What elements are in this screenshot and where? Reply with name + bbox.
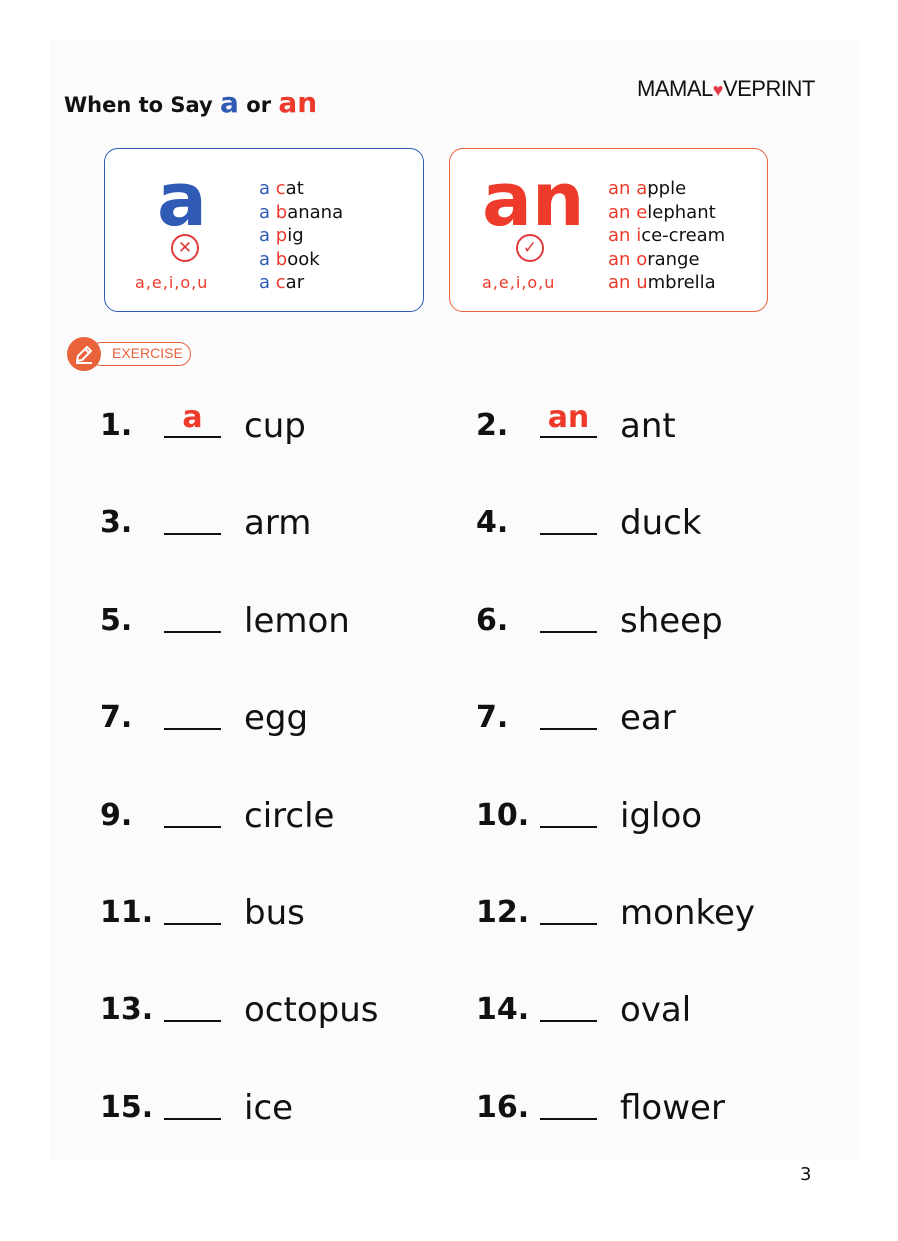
answer-blank[interactable] [540,533,597,535]
answer-blank[interactable] [164,631,221,633]
question-number: 4. [476,505,509,541]
answer-blank[interactable] [164,1020,221,1022]
question-word: duck [620,503,702,544]
question-number: 2. [476,408,509,443]
question-word: ice [244,1087,294,1128]
rule-an-letter: an [482,157,585,243]
question-word: arm [244,503,312,544]
brand-left: MAMAL [637,76,713,101]
question-word: circle [244,795,335,836]
answer-blank[interactable] [164,533,221,535]
question-number: 7. [100,700,133,736]
exercise-label: EXERCISE [112,345,183,361]
rule-a-letter: a [157,157,207,243]
question-number: 7. [476,700,509,736]
title-prefix: When to Say [64,93,213,117]
question-number: 13. [100,992,154,1028]
answer-blank[interactable] [164,728,221,730]
exercise-circle [67,337,101,371]
question-word: lemon [244,600,350,641]
answer-blank[interactable] [540,436,597,438]
rule-an-example: an umbrella [608,272,716,293]
title-an: an [278,86,318,119]
answer-blank[interactable] [540,631,597,633]
check-icon: ✓ [516,234,544,262]
answer-blank[interactable] [164,923,221,925]
cross-icon: ✕ [171,234,199,262]
question-number: 5. [100,602,133,638]
rule-a-example: a book [259,248,320,270]
title-a: a [220,86,239,119]
question-number: 10. [476,797,530,833]
question-word: ear [620,698,676,739]
question-word: igloo [620,795,703,836]
answer-text: a [182,400,203,435]
title-or: or [246,93,272,117]
answer-blank[interactable] [540,1118,597,1120]
heart-icon: ♥ [712,80,723,100]
rule-an-example: an ice-cream [608,225,726,246]
question-word: sheep [620,600,723,641]
question-number: 14. [476,992,530,1028]
rule-an-example: an orange [608,248,700,270]
answer-blank[interactable] [540,826,597,828]
answer-blank[interactable] [540,923,597,925]
question-number: 9. [100,797,133,833]
brand-logo [637,76,815,102]
answer-blank[interactable] [164,826,221,828]
rule-a-example: a car [259,272,305,293]
question-word: octopus [244,990,379,1031]
page-number: 3 [800,1164,812,1185]
brand-right: VEPRINT [722,76,815,101]
exercise-pill [89,342,191,366]
question-number: 12. [476,895,530,930]
answer-blank[interactable] [540,728,597,730]
question-number: 1. [100,408,133,443]
question-word: oval [620,990,692,1031]
question-word: monkey [620,893,755,933]
question-number: 6. [476,602,509,638]
rule-a-example: a pig [259,225,304,246]
rule-box-an [449,148,768,312]
question-number: 15. [100,1089,154,1125]
rule-an-example: an apple [608,178,687,199]
pencil-icon [73,343,95,365]
answer-blank[interactable] [164,1118,221,1120]
question-word: cup [244,406,306,446]
answer-blank[interactable] [164,436,221,438]
question-number: 16. [476,1089,530,1125]
rule-box-a [104,148,424,312]
answer-text: an [547,400,590,435]
question-word: bus [244,893,305,933]
rule-an-vowels: a,e,i,o,u [482,273,556,292]
question-number: 11. [100,895,154,930]
question-word: ant [620,406,676,446]
rule-a-vowels: a,e,i,o,u [135,273,209,292]
rule-an-examples [608,177,725,295]
rule-a-example: a cat [259,178,304,199]
answer-blank[interactable] [540,1020,597,1022]
rule-an-example: an elephant [608,201,716,223]
rule-a-examples [259,177,343,295]
page-title [64,86,317,119]
question-word: flower [620,1087,725,1128]
rule-a-example: a banana [259,201,344,223]
question-word: egg [244,698,309,739]
question-number: 3. [100,505,133,541]
